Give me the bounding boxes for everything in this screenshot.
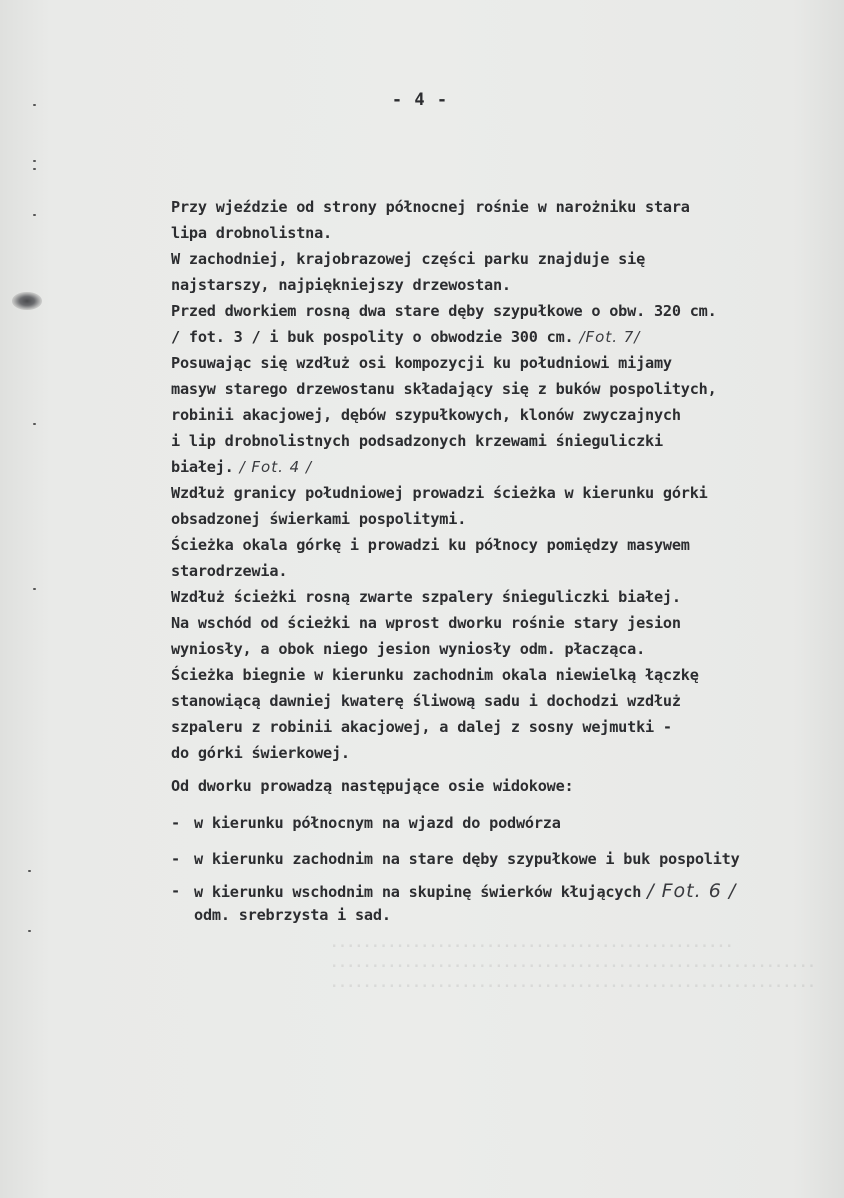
list-item: w kierunku wschodnim na skupinę świerków kłujących: [194, 883, 642, 901]
margin-mark: [28, 870, 31, 872]
bullet-dash: -: [171, 882, 181, 900]
ink-smudge: [12, 292, 42, 310]
show-through-text: ...........................................................: [330, 955, 816, 971]
show-through-text: .................................................: [330, 935, 734, 951]
list-item: w kierunku północnym na wjazd do podwórza: [194, 814, 561, 832]
margin-mark: [33, 160, 36, 162]
text-line: wyniosły, a obok niego jesion wyniosły odm. płacząca.: [171, 640, 646, 658]
text-line: stanowiącą dawniej kwaterę śliwową sadu i dochodzi wzdłuż: [171, 692, 681, 710]
text-line-with-note: [171, 457, 312, 477]
page-number: - 4 -: [391, 90, 449, 110]
margin-mark: [33, 423, 36, 425]
text-line: Posuwając się wzdłuż osi kompozycji ku południowi mijamy: [171, 354, 672, 372]
text-line: szpaleru z robinii akacjowej, a dalej z sosny wejmutki -: [171, 718, 672, 736]
text-line: / fot. 3 / i buk pospolity o obwodzie 300 cm.: [171, 328, 574, 346]
margin-mark: [33, 214, 36, 216]
text-line-with-note: [171, 327, 640, 347]
text-line: najstarszy, najpiękniejszy drzewostan.: [171, 276, 511, 294]
text-line: Wzdłuż ścieżki rosną zwarte szpalery śnieguliczki białej.: [171, 588, 681, 606]
handwritten-note: /Fot. 7/: [579, 328, 641, 346]
text-line: lipa drobnolistna.: [171, 224, 332, 242]
text-line: białej.: [171, 458, 234, 476]
text-line: obsadzonej świerkami pospolitymi.: [171, 510, 467, 528]
bullet-dash: -: [171, 814, 181, 832]
text-line: Przy wjeździe od strony północnej rośnie w narożniku stara: [171, 198, 690, 216]
show-through-text: ...........................................................: [330, 975, 816, 991]
text-line: robinii akacjowej, dębów szypułkowych, klonów zwyczajnych: [171, 406, 681, 424]
bullet-dash: -: [171, 850, 181, 868]
text-line: Ścieżka okala górkę i prowadzi ku północy pomiędzy masywem: [171, 536, 690, 554]
text-line: i lip drobnolistnych podsadzonych krzewami śnieguliczki: [171, 432, 663, 450]
text-line: Ścieżka biegnie w kierunku zachodnim okala niewielką łączkę: [171, 666, 699, 684]
text-line: Przed dworkiem rosną dwa stare dęby szypułkowe o obw. 320 cm.: [171, 302, 717, 320]
handwritten-note: / Fot. 4 /: [239, 458, 313, 476]
margin-mark: [33, 588, 36, 590]
margin-mark: [33, 104, 36, 106]
view-axes-intro: Od dworku prowadzą następujące osie widokowe:: [171, 777, 574, 795]
text-line: do górki świerkowej.: [171, 744, 350, 762]
text-line: Na wschód od ścieżki na wprost dworku rośnie stary jesion: [171, 614, 681, 632]
text-line: masyw starego drzewostanu składający się z buków pospolitych,: [171, 380, 717, 398]
margin-mark: [33, 168, 36, 170]
text-line: starodrzewia.: [171, 562, 288, 580]
text-line: Wzdłuż granicy południowej prowadzi ścieżka w kierunku górki: [171, 484, 708, 502]
list-item-continuation: odm. srebrzysta i sad.: [194, 906, 391, 924]
text-line: W zachodniej, krajobrazowej części parku znajduje się: [171, 250, 646, 268]
list-item-with-note: [194, 881, 736, 902]
list-item: w kierunku zachodnim na stare dęby szypułkowe i buk pospolity: [194, 850, 740, 868]
handwritten-note: / Fot. 6 /: [647, 880, 737, 902]
margin-mark: [28, 930, 31, 932]
